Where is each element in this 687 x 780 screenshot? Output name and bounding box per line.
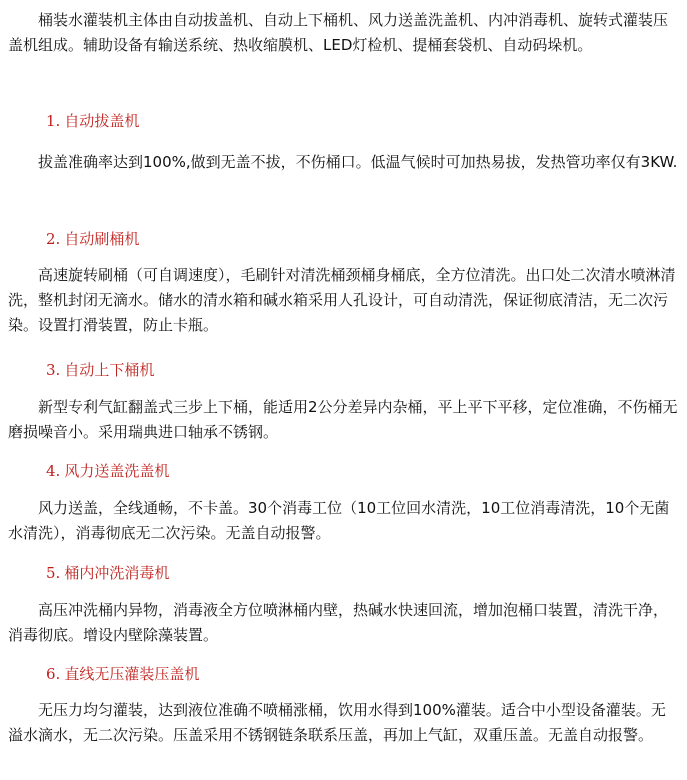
- section-number: 4.: [46, 462, 61, 480]
- section-number: 2.: [46, 230, 61, 248]
- section-number: 1.: [46, 112, 61, 130]
- intro-paragraph: 桶装水灌装机主体由自动拔盖机、自动上下桶机、风力送盖洗盖机、内冲消毒机、旋转式灌装压盖机组成。辅助设备有输送系统、热收缩膜机、LED灯检机、提桶套袋机、自动码垛机。: [8, 11, 669, 54]
- section-body-5: 高压冲洗桶内异物，消毒液全方位喷淋桶内壁，热碱水快速回流，增加泡桶口装置，清洗干净，消毒彻底。增设内壁除藻装置。: [8, 601, 669, 644]
- section-body-4: 风力送盖，全线通畅，不卡盖。30个消毒工位（10工位回水清洗，10工位消毒清洗，10个无菌水清洗），消毒彻底无二次污染。无盖自动报警。: [8, 499, 670, 542]
- section-heading-6: [46, 663, 199, 685]
- section-heading-2: [46, 228, 139, 250]
- section-heading-3: [46, 359, 154, 381]
- section-title: 风力送盖洗盖机: [64, 462, 170, 480]
- section-number: 5.: [46, 564, 61, 582]
- section-number: 6.: [46, 665, 61, 683]
- section-heading-1: [46, 110, 139, 132]
- section-title: 直线无压灌装压盖机: [64, 665, 200, 683]
- section-body-2: 高速旋转刷桶（可自调速度），毛刷针对清洗桶颈桶身桶底，全方位清洗。出口处二次清水喷淋清洗，整机封闭无滴水。储水的清水箱和碱水箱采用人孔设计，可自动清洗，保证彻底清洁，无二次污染。设置打滑装置，防止卡瓶。: [8, 266, 676, 334]
- section-heading-4: [46, 460, 169, 482]
- section-number: 3.: [46, 361, 61, 379]
- section-title: 桶内冲洗消毒机: [64, 564, 170, 582]
- section-body-3: 新型专利气缸翻盖式三步上下桶，能适用2公分差异内杂桶，平上平下平移，定位准确，不伤桶无磨损噪音小。采用瑞典进口轴承不锈钢。: [8, 398, 678, 441]
- section-body-6: 无压力均匀灌装，达到液位准确不喷桶涨桶，饮用水得到100%灌装。适合中小型设备灌装。无溢水滴水，无二次污染。压盖采用不锈钢链条联系压盖，再加上气缸，双重压盖。无盖自动报警。: [8, 701, 666, 744]
- section-title: 自动刷桶机: [64, 230, 140, 248]
- section-heading-5: [46, 562, 169, 584]
- section-title: 自动上下桶机: [64, 361, 155, 379]
- section-body-1: 拔盖准确率达到100%,做到无盖不拔，不伤桶口。低温气候时可加热易拔，发热管功率仅有3KW.: [38, 153, 678, 171]
- section-title: 自动拔盖机: [64, 112, 140, 130]
